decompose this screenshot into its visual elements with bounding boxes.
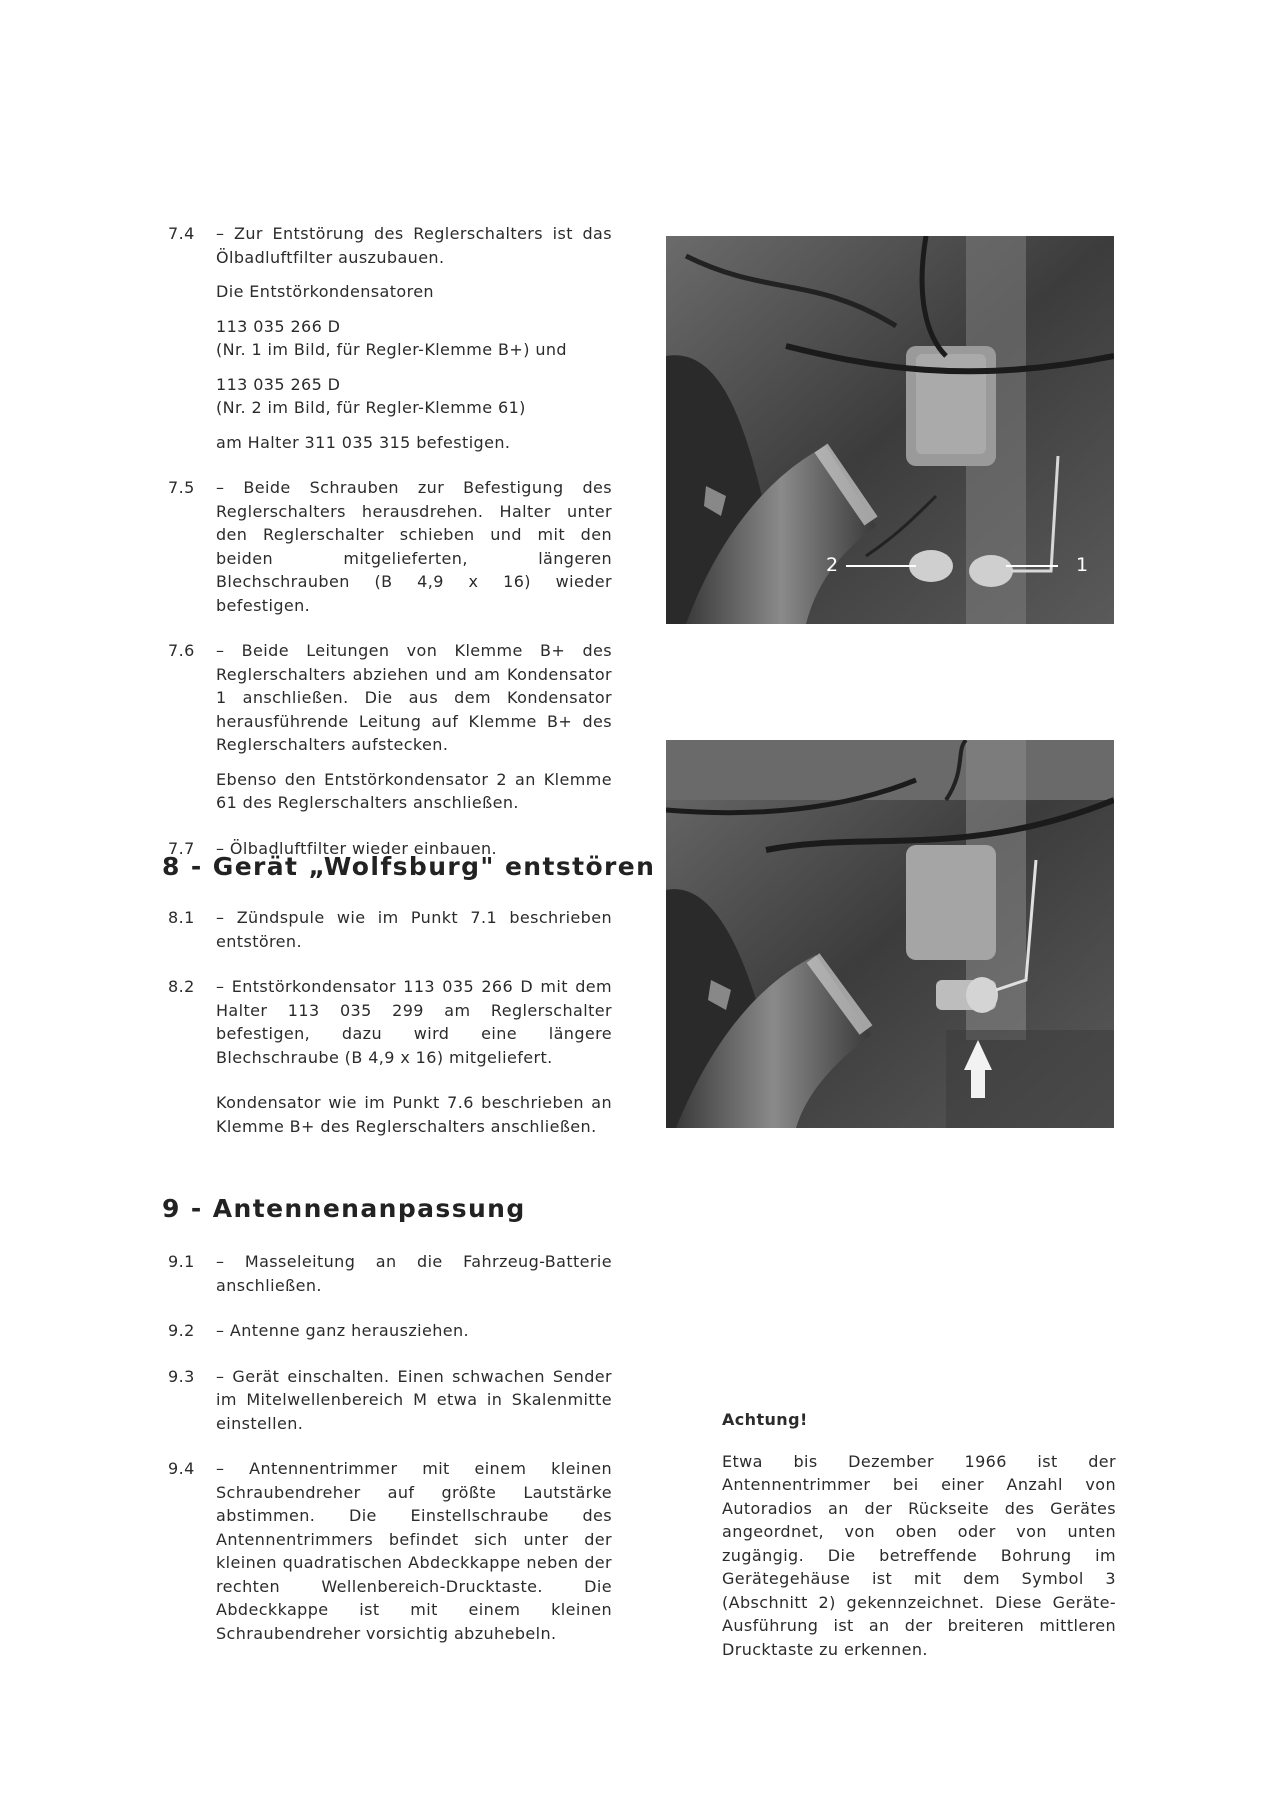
item-text: (Nr. 1 im Bild, für Regler-Klemme B+) und [216,340,567,359]
item-text: – Zur Entstörung des Reglerschalters ist das Ölbadluftfilter auszubauen. [216,224,612,267]
item-8-2 [168,975,612,1138]
item-text: – Ölbadluftfilter wieder einbauen. [216,838,497,858]
item-number: 9.1 [168,1252,195,1271]
item-9-2 [168,1319,612,1343]
figure-regulator-capacitors [666,236,1114,624]
item-text: – Zündspule wie im Punkt 7.1 beschrieben entstören. [216,908,612,951]
item-7-5 [168,476,612,617]
item-text: – Antenne ganz herausziehen. [216,1321,470,1340]
part-number: 113 035 266 D [216,316,341,336]
engine-photo-2 [666,740,1114,1128]
figure-wolfsburg-capacitor [666,740,1114,1128]
item-9-1 [168,1250,612,1297]
item-text: – Antennentrimmer mit einem kleinen Schraubendreher auf größte Lautstärke abstimmen. Die Einstellschraube des Antennentrimmers befindet sich unter der kleinen quadratischen Abdeckkappe neben der rechten Wellenbereich-Drucktaste. Die Abdeckkappe ist mit einem kleinen Schraubendreher vorsichtig abzuhebeln. [216,1459,612,1643]
item-text: (Nr. 2 im Bild, für Regler-Klemme 61) [216,398,526,417]
item-number: 7.7 [168,838,195,858]
item-number: 7.4 [168,224,195,243]
item-number: 9.2 [168,1321,195,1340]
item-number: 7.6 [168,641,195,660]
item-text: – Gerät einschalten. Einen schwachen Sender im Mitelwellenbereich M etwa in Skalenmitte einstellen. [216,1366,612,1433]
item-9-3 [168,1365,612,1436]
item-number: 9.3 [168,1366,195,1386]
engine-photo-1 [666,236,1114,624]
item-text: – Beide Schrauben zur Befestigung des Reglerschalters herausdrehen. Halter unter den Reglerschalter schieben und mit den beiden mitgelieferten, längeren Blechschrauben (B 4,9 x 16) wieder befestigen. [216,478,612,615]
section-8 [168,906,612,1160]
section-9-heading: 9 - Antennenanpassung [162,1194,526,1223]
item-text: Ebenso den Entstörkondensator 2 an Klemme 61 des Reglerschalters anschließen. [216,769,612,812]
item-text: – Beide Leitungen von Klemme B+ des Reglerschalters abziehen und am Kondensator 1 anschließen. Die aus dem Kondensator herausführende Leitung auf Klemme B+ des Reglerschalters aufstecken. [216,641,612,754]
item-7-4 [168,222,612,454]
figure-label-1: 1 [1076,554,1089,576]
item-number: 8.1 [168,908,195,927]
item-7-6 [168,639,612,815]
achtung-note [722,1408,1116,1661]
figure-label-2: 2 [826,554,839,576]
section-7 [168,222,612,882]
section-8-heading: 8 - Gerät „Wolfsburg" entstören [162,852,656,881]
note-text: Etwa bis Dezember 1966 ist der Antennentrimmer bei einer Anzahl von Autoradios an der Rückseite des Gerätes angeordnet, von oben oder von unten zugängig. Die betreffende Bohrung im Gerätegehäuse ist mit dem Symbol 3 (Abschnitt 2) gekennzeichnet. Diese Geräte-Ausführung ist an der breiteren mittleren Drucktaste zu erkennen. [722,1451,1116,1659]
part-number: 113 035 265 D [216,374,341,394]
item-text: – Entstörkondensator 113 035 266 D mit dem Halter 113 035 299 am Reglerschalter befestigen, dazu wird eine längere Blechschraube (B 4,9 x 16) mitgeliefert. [216,977,612,1067]
item-number: 9.4 [168,1459,195,1478]
section-9 [168,1250,612,1667]
item-8-1 [168,906,612,953]
item-number: 8.2 [168,977,195,996]
item-9-4 [168,1457,612,1645]
item-number: 7.5 [168,478,195,497]
item-text: Kondensator wie im Punkt 7.6 beschrieben an Klemme B+ des Reglerschalters anschließen. [216,1093,612,1136]
note-title: Achtung! [722,1410,808,1429]
item-text: am Halter 311 035 315 befestigen. [216,432,511,452]
item-text: Die Entstörkondensatoren [216,282,434,301]
item-text: – Masseleitung an die Fahrzeug-Batterie anschließen. [216,1252,612,1295]
